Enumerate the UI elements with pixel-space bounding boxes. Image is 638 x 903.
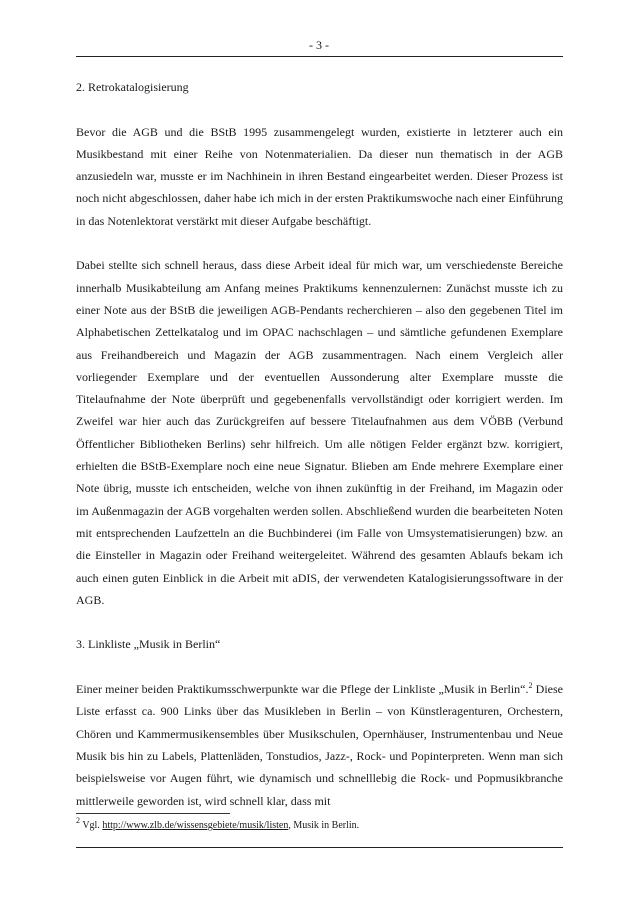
section-3-paragraph xyxy=(76,678,563,812)
footnote-link[interactable]: http://www.zlb.de/wissensgebiete/musik/listen xyxy=(102,820,289,831)
page-number: - 3 - xyxy=(309,38,329,52)
section-2-paragraph-1: Bevor die AGB und die BStB 1995 zusammengelegt wurden, existierte in letzterer auch ein Musikbestand mit einer Reihe von Notenmaterialien. Da dieser nun thematisch in der AGB anzusiedeln war, musste er im Nachhinein in ihren Bestand eingearbeitet werden. Dieser Prozess ist noch nicht abgeschlossen, daher habe ich mich in der ersten Praktikumswoche nach einer Einführung in das Notenlektorat verstärkt mit dieser Aufgabe beschäftigt. xyxy=(76,124,563,228)
footnote-separator xyxy=(76,813,230,814)
footnote-prefix: Vgl. xyxy=(80,820,103,831)
section-3-heading: 3. Linkliste „Musik in Berlin“ xyxy=(76,637,221,652)
section-3-text-after-note: Diese Liste erfasst ca. 900 Links über das Musikleben in Berlin – von Künstleragenturen, Orchestern, Chören und Kammermusikensembles über Musikschulen, Opernhäuser, Instrumentenbau und Neue Musik bis hin zu Labels, Plattenläden, Tonstudios, Jazz-, Rock- und Popinterpreten. Wenn man sich beispielsweise vor Augen führt, wie dynamisch und schnelllebig die Rock- und Popmusikbranche mittlerweile geworden ist, wird schnell klar, dass mit xyxy=(76,682,563,808)
header-rule xyxy=(76,56,563,57)
footnote-reference[interactable]: 2 xyxy=(528,681,533,691)
footnote xyxy=(76,816,563,832)
footnote-suffix: , Musik in Berlin. xyxy=(288,820,360,831)
section-2-paragraph-2: Dabei stellte sich schnell heraus, dass diese Arbeit ideal für mich war, um verschiedenste Bereiche innerhalb Musikabteilung am Anfang meines Praktikums kennenzulernen: Zunächst musste ich zu einer Note aus der BStB die jeweiligen AGB-Pendants recherchieren – also den gegebenen Titel im Alphabetischen Zettelkatalog und im OPAC nachschlagen – und sämtliche gefundenen Exemplare aus Freihandbereich und Magazin der AGB zusammentragen. Nach einem Vergleich aller vorliegender Exemplare und der eventuellen Aussonderung alter Exemplare musste die Titelaufnahme der Note überprüft und gegebenenfalls vervollständigt oder korrigiert werden. Im Zweifel war hier auch das Zurückgreifen auf bessere Titelaufnahmen aus dem VÖBB (Verbund Öffentlicher Bibliotheken Berlins) sehr hilfreich. Um alle nötigen Felder ergänzt bzw. korrigiert, erhielten die BStB-Exemplare noch eine neue Signatur. Blieben am Ende mehrere Exemplare einer Note übrig, musste ich entscheiden, welche von ihnen zukünftig in der Freihand, im Magazin oder im Außenmagazin der AGB vorgehalten werden sollen. Abschließend wurden die bearbeiteten Noten mit entsprechenden Laufzetteln an die Buchbinderei (im Falle von Umsystematisierungen) bzw. an die Einsteller in Magazin oder Freihand weitergeleitet. Während des gesamten Ablaufs bekam ich auch einen guten Einblick in die Arbeit mit aDIS, der verwendeten Katalogisierungssoftware in der AGB. xyxy=(76,258,563,607)
body-text xyxy=(76,76,563,812)
section-3-text-before-note: Einer meiner beiden Praktikumsschwerpunkte war die Pflege der Linkliste „Musik in Berlin“. xyxy=(76,682,529,697)
footer-rule xyxy=(76,847,563,848)
footnote-marker: 2 xyxy=(76,816,80,825)
section-2-heading: 2. Retrokatalogisierung xyxy=(76,80,189,94)
